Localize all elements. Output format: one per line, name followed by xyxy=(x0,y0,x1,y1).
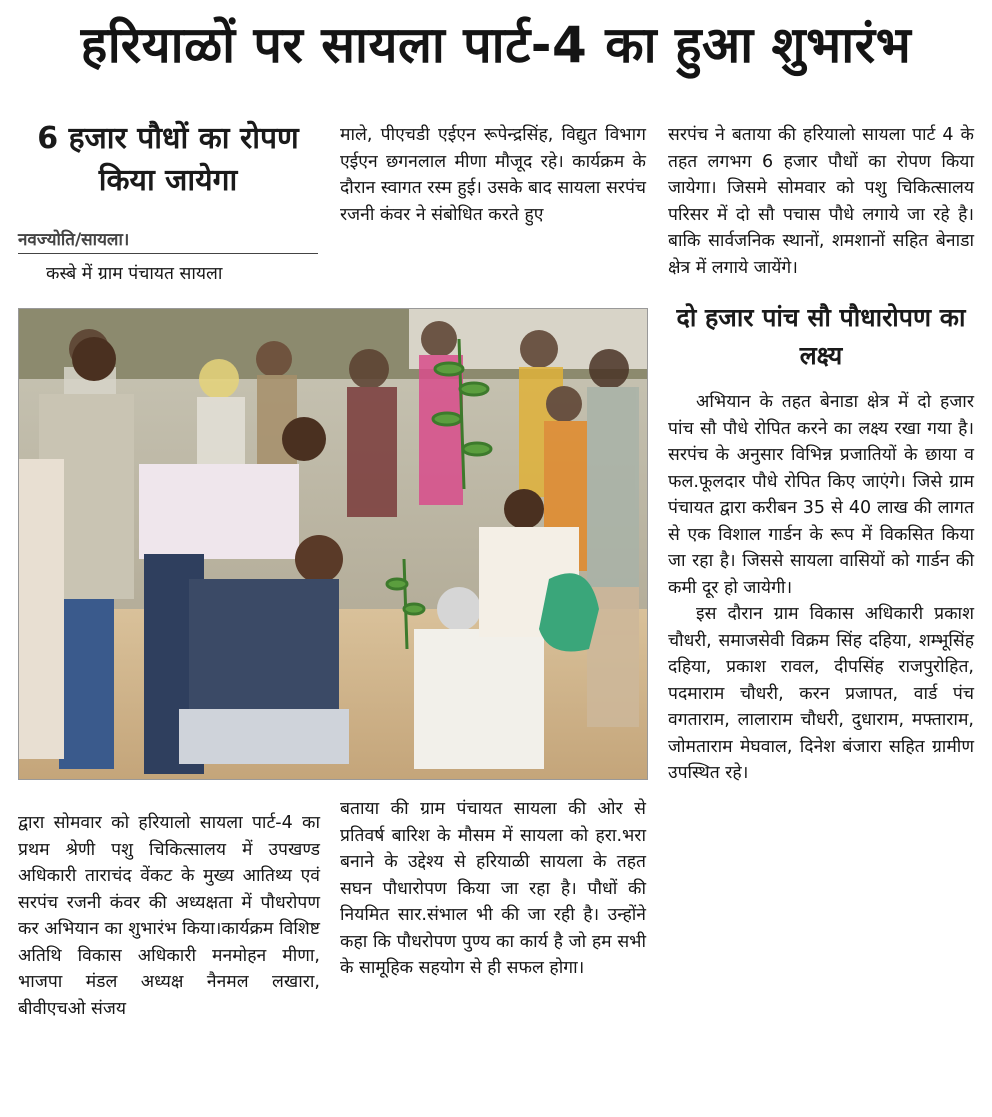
headline: हरियाळों पर सायला पार्ट-4 का हुआ शुभारंभ xyxy=(80,16,912,74)
article-column-2-top xyxy=(340,122,646,228)
paragraph: बताया की ग्राम पंचायत सायला की ओर से प्रतिवर्ष बारिश के मौसम में सायला को हरा.भरा बनाने के उद्देश्य से हरियाळी सायला के तहत सघन पौधारोपण किया जा रहा है। पौधों की नियमित सार.संभाल भी की जा रही है। उन्होंने कहा कि पौधरोपण पुण्य का कार्य है जो हम सभी के सामूहिक सहयोग से ही सफल होगा। xyxy=(340,799,646,978)
article-column-3 xyxy=(668,122,974,787)
paragraph: सरपंच ने बताया की हरियालो सायला पार्ट 4 के तहत लगभग 6 हजार पौधों का रोपण किया जायेगा। जिसमे सोमवार को पशु चिकित्सालय परिसर में दो सौ पचास पौधे लगाये जा रहे है। बाकि सार्वजनिक स्थानों, शमशानों सहित बेनाडा क्षेत्र में लगाये जायेंगे। xyxy=(668,125,974,278)
paragraph: माले, पीएचडी एईएन रूपेन्द्रसिंह, विद्युत विभाग एईएन छगनलाल मीणा मौजूद रहे। कार्यक्रम के दौरान स्वागत रस्म हुई। उसके बाद सायला सरपंच रजनी कंवर ने संबोधित करते हुए xyxy=(340,125,646,225)
paragraph: अभियान के तहत बेनाडा क्षेत्र में दो हजार पांच सौ पौधे रोपित करने का लक्ष्य रखा गया है। सरपंच के अनुसार विभिन्न प्रजातियों के छाया व फल.फूलदार पौधे रोपित किए जाएंगे। जिसे ग्राम पंचायत द्वारा करीबन 35 से 40 लाख की लागत से एक विशाल गार्डन के रूप में विकसित किया जा रहा है। जिससे सायला वासियों को गार्डन की कमी दूर हो जायेगी। xyxy=(668,392,974,598)
subheadline-2: दो हजार पांच सौ पौधारोपण का लक्ष्य xyxy=(676,303,966,370)
article-column-2-bottom xyxy=(340,796,646,982)
subheadline: 6 हजार पौधों का रोपण किया जायेगा xyxy=(37,121,299,198)
paragraph: कस्बे में ग्राम पंचायत सायला xyxy=(46,264,223,284)
article-column-1-top xyxy=(18,261,320,288)
news-photo xyxy=(18,308,648,780)
paragraph: इस दौरान ग्राम विकास अधिकारी प्रकाश चौधरी, समाजसेवी विक्रम सिंह दहिया, शम्भूसिंह दहिया, प्रकाश रावल, दीपसिंह राजपुरोहित, पदमाराम चौधरी, करन प्रजापत, वार्ड पंच वगताराम, लालाराम चौधरी, दुधाराम, मफ्ताराम, जोमताराम मेघवाल, दिनेश बंजारा सहित ग्रामीण उपस्थित रहे। xyxy=(668,604,974,783)
byline: नवज्योति/सायला। xyxy=(18,227,318,254)
paragraph: द्वारा सोमवार को हरियालो सायला पार्ट-4 का प्रथम श्रेणी पशु चिकित्सालय में उपखण्ड अधिकारी ताराचंद वेंकट के मुख्य आतिथ्य एवं सरपंच रजनी कंवर की अध्यक्षता में पौधरोपण कर अभियान का शुभारंभ किया।कार्यक्रम विशिष्ट अतिथि विकास अधिकारी मनमोहन मीणा, भाजपा मंडल अध्यक्ष नैनमल लखारा, बीवीएचओ संजय xyxy=(18,813,320,1019)
article-column-1-bottom xyxy=(18,810,320,1022)
